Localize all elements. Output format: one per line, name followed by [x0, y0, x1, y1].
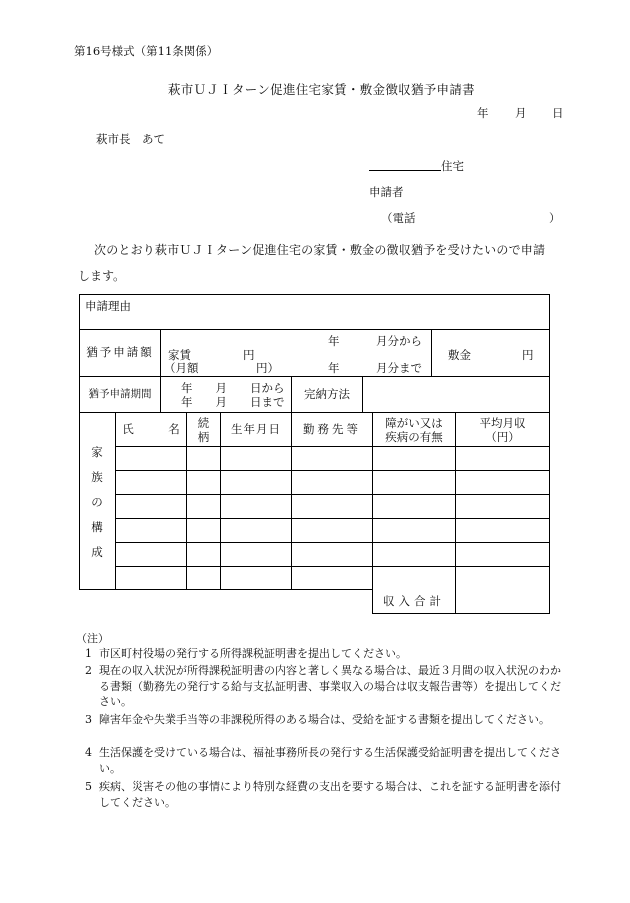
reason-label: 申請理由: [85, 299, 131, 313]
deposit-label: 敷金: [448, 348, 471, 362]
phone-close: ）: [549, 211, 561, 225]
period-label: 猶予申請期間: [88, 388, 152, 401]
table-row: [115, 470, 550, 471]
note-item: 5 疾病、災害その他の事情により特別な経費の支出を要する場合は、これを証する証明書を添付してください。: [85, 780, 561, 809]
address-label: 住宅: [441, 159, 464, 173]
phone-open: （電話: [381, 211, 416, 225]
col-disability-1: 障がい又は: [385, 416, 443, 430]
monthly-yen: 円）: [256, 361, 279, 375]
payment-label: 完納方法: [304, 386, 350, 401]
col-relation-1: 続: [197, 416, 210, 430]
applicant-label: 申請者: [369, 185, 404, 199]
family-char-4: 構: [91, 520, 103, 534]
body-line-2: します。: [78, 269, 126, 283]
col-name: 氏 名: [122, 421, 180, 436]
body-line-1: 次のとおり萩市ＵＪＩターン促進住宅の家賃・敷金の徴収猶予を受けたいので申請: [94, 243, 546, 257]
income-total-label: 収入合計: [383, 593, 445, 608]
table-row: [115, 542, 550, 543]
deposit-yen: 円: [522, 348, 534, 362]
amount-to-month: 月分まで: [376, 361, 422, 375]
col-work: 勤務先等: [303, 421, 361, 436]
col-relation-2: 柄: [197, 430, 210, 444]
family-char-3: の: [91, 495, 103, 509]
col-income-1: 平均月収: [479, 416, 526, 430]
family-char-2: 族: [91, 470, 103, 484]
col-birth: 生年月日: [231, 421, 281, 436]
address-blank-line: [369, 170, 441, 171]
date-month: 月: [515, 106, 527, 120]
col-income-2: （円）: [485, 430, 520, 444]
amount-from-month: 月分から: [376, 334, 422, 348]
table-row: [115, 518, 550, 519]
addressee: 萩市長 あて: [96, 132, 165, 146]
rent-yen: 円: [243, 348, 255, 362]
table-row: [115, 494, 550, 495]
note-item: 1 市区町村役場の発行する所得課税証明書を提出してください。: [85, 647, 407, 660]
note-item: 4 生活保護を受けている場合は、福祉事務所長の発行する生活保護受給証明書を提出してください。: [85, 746, 561, 775]
amount-label: 猶予申請額: [86, 345, 154, 360]
amount-year-a: 年: [328, 334, 340, 348]
notes-label: （注）: [76, 632, 109, 645]
period-from: 年 月 日から: [181, 381, 285, 395]
date-day: 日: [552, 106, 564, 120]
note-item: 2 現在の収入状況が所得課税証明書の内容と著しく異なる場合は、最近３月間の収入状況のわかる書類（勤務先の発行する給与支払証明書、事業収入の場合は収支報告書等）を提出してください。: [85, 664, 561, 708]
date-year: 年: [477, 106, 489, 120]
col-disability-2: 疾病の有無: [385, 430, 443, 444]
document-title: 萩市ＵＪＩターン促進住宅家賃・敷金徴収猶予申請書: [168, 82, 475, 97]
period-to: 年 月 日まで: [181, 395, 285, 409]
table-row: [115, 446, 550, 447]
table-row: [115, 566, 550, 567]
monthly-open: （月額: [164, 361, 199, 375]
family-char-5: 成: [91, 545, 103, 559]
form-number: 第16号様式（第11条関係）: [74, 44, 219, 58]
note-item: 3 障害年金や失業手当等の非課税所得のある場合は、受給を証する書類を提出してください。: [85, 713, 550, 726]
family-char-1: 家: [91, 445, 103, 459]
amount-year-b: 年: [328, 361, 340, 375]
rent-label: 家賃: [168, 348, 191, 362]
